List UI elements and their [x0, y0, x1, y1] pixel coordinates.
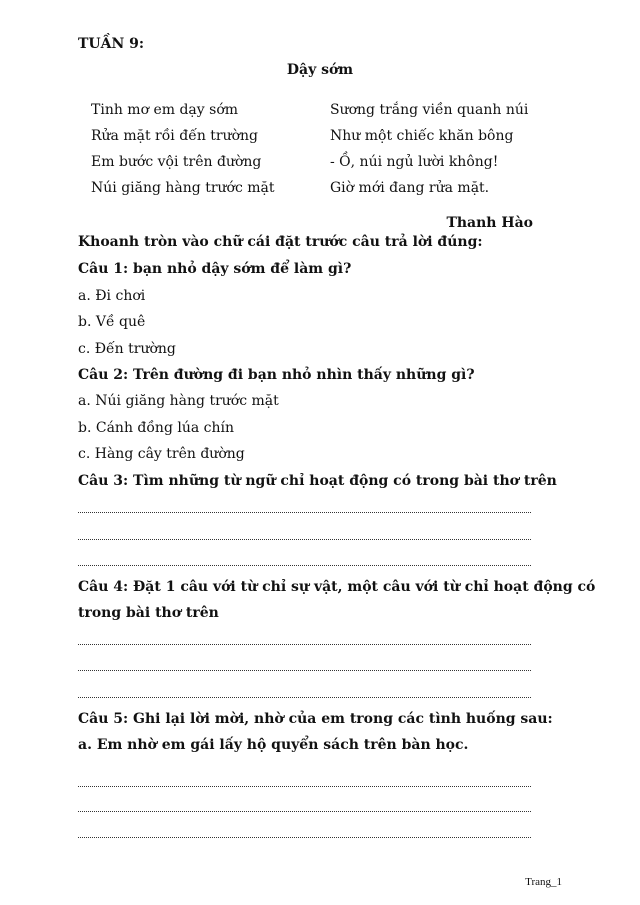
answer-line[interactable]	[78, 837, 531, 838]
answer-line[interactable]	[78, 670, 531, 671]
question-1-option-c[interactable]: c. Đến trường	[78, 341, 176, 357]
question-1-option-a[interactable]: a. Đi chơi	[78, 288, 146, 304]
answer-line[interactable]	[78, 539, 531, 540]
poem-line: Rửa mặt rồi đến trường	[91, 128, 259, 144]
question-5-part-a: a. Em nhờ em gái lấy hộ quyển sách trên bàn học.	[78, 737, 469, 753]
answer-line[interactable]	[78, 565, 531, 566]
poem-line: Em bước vội trên đường	[91, 154, 262, 170]
question-2-option-a[interactable]: a. Núi giăng hàng trước mặt	[78, 393, 279, 409]
question-2: Câu 2: Trên đường đi bạn nhỏ nhìn thấy những gì?	[78, 367, 475, 383]
poem-line: Giờ mới đang rửa mặt.	[330, 180, 490, 196]
question-4-continued: trong bài thơ trên	[78, 605, 219, 621]
question-3: Câu 3: Tìm những từ ngữ chỉ hoạt động có trong bài thơ trên	[78, 473, 557, 489]
poem-author: Thanh Hào	[446, 215, 533, 231]
question-1-option-b[interactable]: b. Về quê	[78, 314, 146, 330]
answer-line[interactable]	[78, 786, 531, 787]
poem-title: Dậy sớm	[286, 62, 354, 78]
answer-line[interactable]	[78, 644, 531, 645]
week-label: TUẦN 9:	[78, 36, 145, 52]
poem-line: Như một chiếc khăn bông	[330, 128, 514, 144]
question-5: Câu 5: Ghi lại lời mời, nhờ của em trong các tình huống sau:	[78, 711, 553, 727]
answer-line[interactable]	[78, 512, 531, 513]
page-number: Trang_1	[525, 876, 562, 888]
instruction-text: Khoanh tròn vào chữ cái đặt trước câu trả lời đúng:	[78, 234, 483, 250]
answer-line[interactable]	[78, 811, 531, 812]
poem-line: Núi giăng hàng trước mặt	[91, 180, 275, 196]
question-2-option-b[interactable]: b. Cánh đồng lúa chín	[78, 420, 235, 436]
question-2-option-c[interactable]: c. Hàng cây trên đường	[78, 446, 245, 462]
poem-line: Sương trắng viền quanh núi	[330, 102, 529, 118]
question-4: Câu 4: Đặt 1 câu với từ chỉ sự vật, một câu với từ chỉ hoạt động có	[78, 579, 596, 595]
question-1: Câu 1: bạn nhỏ dậy sớm để làm gì?	[78, 261, 352, 277]
poem-line: - Ồ, núi ngủ lười không!	[330, 154, 499, 170]
answer-line[interactable]	[78, 697, 531, 698]
poem-line: Tinh mơ em dạy sớm	[91, 102, 239, 118]
